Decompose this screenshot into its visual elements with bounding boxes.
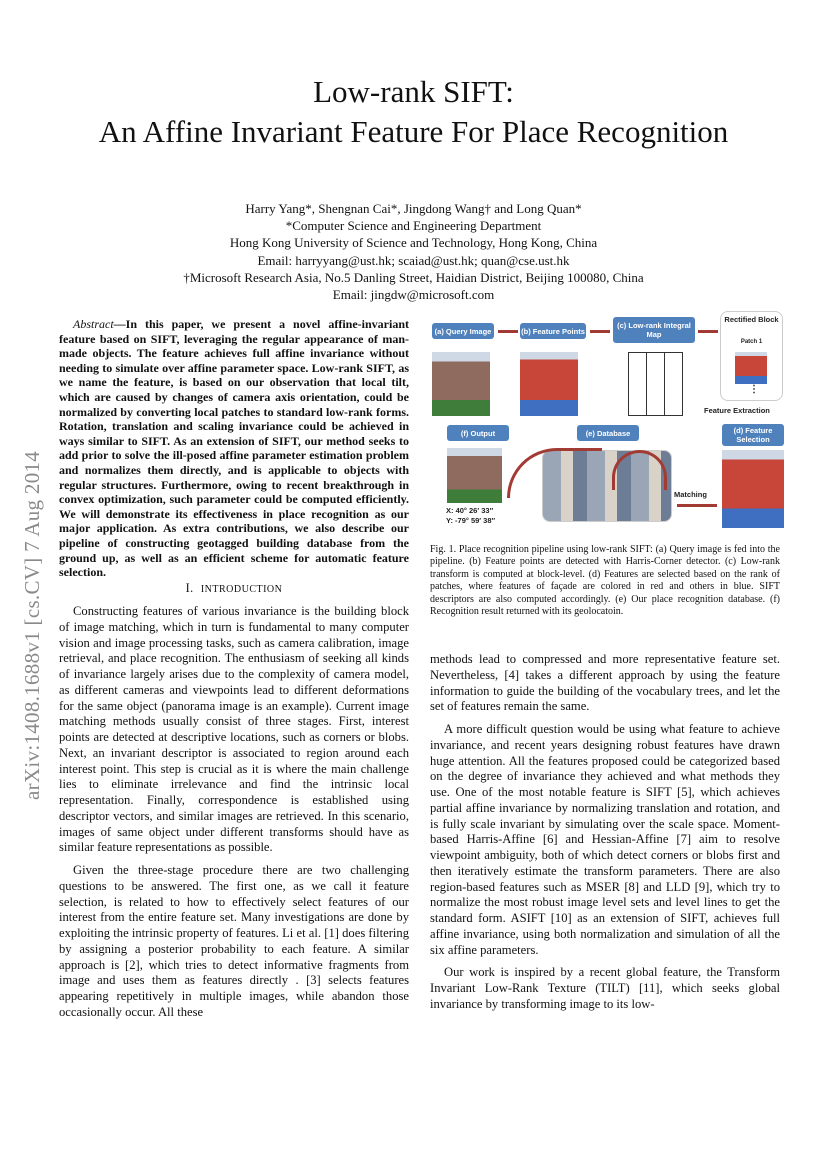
- coordinate-x: X: 40° 26′ 33″: [446, 506, 494, 515]
- affiliation: †Microsoft Research Asia, No.5 Danling Street, Haidian District, Beijing 100080, China: [183, 269, 644, 285]
- affiliation: *Computer Science and Engineering Department: [285, 218, 542, 234]
- figure-pipeline: [432, 310, 784, 528]
- arrow: [498, 330, 518, 333]
- arxiv-stamp: arXiv:1408.1688v1 [cs.CV] 7 Aug 2014: [20, 450, 44, 800]
- query-image-box: (a) Query Image: [432, 323, 494, 339]
- abstract-label: Abstract: [73, 317, 114, 331]
- section-title: INTRODUCTION: [200, 584, 283, 595]
- abstract: [59, 317, 409, 580]
- coordinate-y: Y: -79° 59′ 38″: [446, 516, 496, 525]
- curved-arrow: [507, 448, 602, 498]
- feature-points-box: (b) Feature Points: [520, 323, 586, 339]
- rectified-block-label: Rectified Block: [724, 315, 779, 324]
- matching-label: Matching: [674, 490, 707, 499]
- email: Email: harryyang@ust.hk; scaiad@ust.hk; quan@cse.ust.hk: [257, 252, 570, 268]
- rectified-block-panel: [720, 311, 783, 401]
- query-image: [432, 352, 490, 416]
- feature-selection-box: (d) Feature Selection: [722, 424, 784, 446]
- feature-selection-image: [722, 450, 784, 528]
- title-line-2: An Affine Invariant Feature For Place Recognition: [98, 114, 729, 149]
- database-box: (e) Database: [577, 425, 639, 441]
- paragraph: Given the three-stage procedure there are two challenging questions to be answered. The first one, as we call it feature selection, is related to how to effectively select features of our interest from the entire feature set. Many investigations are done by exploiting the intrinsic property of features. Li et al. [1] does filtering by assigning a posterior probability to each feature. A similar approach is [2], which tries to detect informative fragments from image and uses them as features directly . [3] selects features appearing repetitively in multiple images, while abandon those occasionally occur. All these: [59, 863, 409, 1019]
- figure-caption: Fig. 1. Place recognition pipeline using low-rank SIFT: (a) Query image is fed into the pipeline. (b) Feature points are detected with Harris-Corner detector. (c) Low-rank transform is computed at block-level. (d) Features are selected based on the rank of patches, where features of façade are colored in red and others in blue. SIFT descriptors are also computed accordingly. (e) Our place recognition database. (f) Recognition result returned with its geolocatoin.: [430, 544, 780, 618]
- paragraph: Our work is inspired by a recent global feature, the Transform Invariant Low-Rank Texture (TILT) [11], which seeks global invariance by transforming image to its low-: [430, 965, 780, 1011]
- output-image: [447, 448, 502, 503]
- paragraph: methods lead to compressed and more representative feature set. Nevertheless, [4] takes a different approach by using the feature information to guide the building of the vocabulary trees, and let the set of features remain the same.: [430, 652, 780, 714]
- intro-right-column: [430, 652, 780, 1013]
- section-heading: [59, 581, 409, 596]
- arrow: [677, 504, 717, 507]
- email: Email: jingdw@microsoft.com: [332, 287, 495, 303]
- paragraph: A more difficult question would be using what feature to achieve invariance, and recent years designing robust features have drawn huge attention. All the features proposed could be categorized based on the degree of invariance they achieved and what methods they use. One of the most notable feature is SIFT [5], which achieves partial affine invariance by normalizing translation and rotation, and is fully scale invariant by simulating over the scale space. Moment-based Harris-Affine [6] and Hessian-Affine [7] aim to resolve viewpoint ambiguity, both of which detect corners or blobs first and then iteratively estimate the transform parameters. There are also region-based features such as MSER [8] and LLD [9], which try to normalize the most robust image level sets and level lines to get the standard form. ASIFT [10] as an extension of SIFT, achieves full affine invariance, using both normalization and simulation of all the six affine parameters.: [430, 722, 780, 957]
- section-number: I.: [185, 581, 194, 595]
- integral-map-image: [628, 352, 683, 416]
- integral-map-box: (c) Low-rank Integral Map: [613, 317, 695, 343]
- ellipsis-icon: ⋮: [749, 384, 759, 395]
- feature-points-image: [520, 352, 578, 416]
- title-line-1: Low-rank SIFT:: [313, 74, 514, 109]
- output-box: (f) Output: [447, 425, 509, 441]
- patch-image: [735, 352, 767, 384]
- feature-extraction-label: Feature Extraction: [704, 406, 770, 415]
- paragraph: Constructing features of various invariance is the building block of image matching, which in turn is fundamental to many computer vision and image processing tasks, such as camera calibration, image retrieval, and place recognition. The enthusiasm of seeking all kinds of invariance largely arises due to the complexity of camera model, as different cameras and viewpoints lead to different deformations for the same object (panorama image is an example). Current image matching methods usually consist of three stages. First, interest points are detected at descriptive locations, such as corners or blobs. Next, an invariant descriptor is associated to region around each interest point. This step is crucial as it is where the main challenge lies to eliminate irrelevance and find the intrinsic local representation. Finally, correspondence is established using descriptor vectors, and similar images are retrieved. In this scenario, images of same object under different transforms should have as similar feature representations as possible.: [59, 604, 409, 855]
- patch-label: Patch 1: [740, 339, 763, 345]
- abstract-text: —In this paper, we present a novel affine-invariant feature based on SIFT, leveraging the regular appearance of man-made objects. The feature achieves full affine invariance without needing to simulate over affine parameter space. Low-rank SIFT, as we name the feature, is based on our observation that local tilt, which are caused by changes of camera axis orientation, could be normalized by converting local patches to standard low-rank forms. Rotation, translation and scaling invariance could be achieved in ways similar to SIFT. As an extension of SIFT, our method seeks to add prior to solve the ill-posed affine parameter estimation problem and normalizes them directly, and is applicable to objects with regular structures. Furthermore, owing to recent breakthrough in convex optimization, such parameter could be computed efficiently. We will demonstrate its effectiveness in place recognition as our major application. As extra contributions, we also describe our pipeline of constructing geotagged building database from the ground up, as well as an efficient scheme for automatic feature selection.: [59, 317, 409, 580]
- arrow: [698, 330, 718, 333]
- affiliation: Hong Kong University of Science and Technology, Hong Kong, China: [229, 235, 598, 251]
- arrow: [590, 330, 610, 333]
- author-block: [0, 200, 827, 303]
- paper-title: [0, 72, 827, 152]
- intro-left-column: [59, 604, 409, 1021]
- author-names: Harry Yang*, Shengnan Cai*, Jingdong Wang† and Long Quan*: [245, 201, 582, 216]
